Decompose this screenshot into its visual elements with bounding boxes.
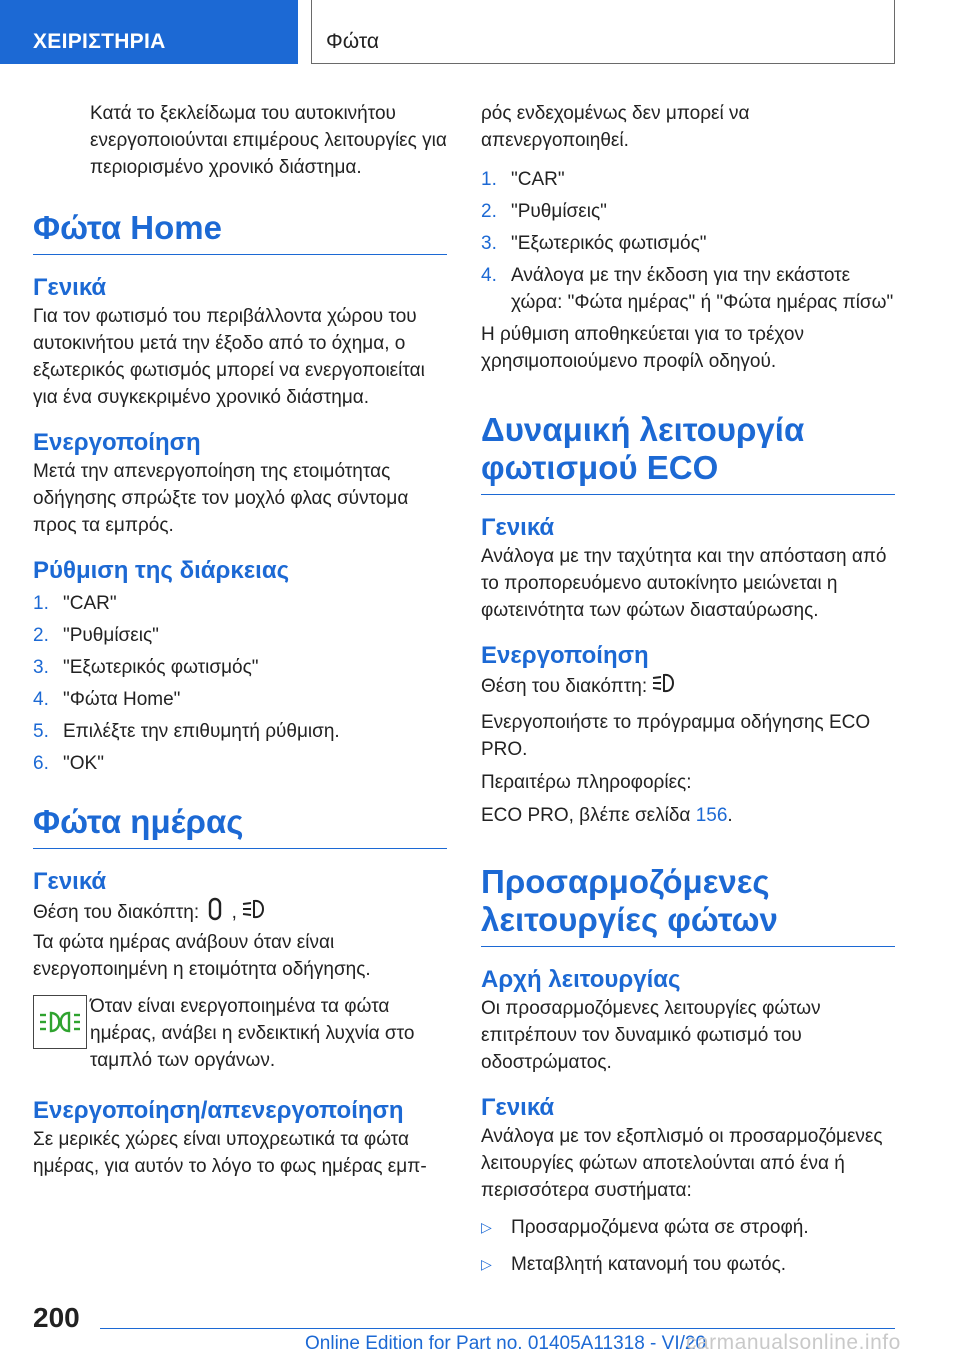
edition-info: Online Edition for Part no. 01405A11318 - VI/20 [305, 1333, 707, 1354]
indicator-note [33, 993, 447, 1074]
adaptive-general-text: Ανάλογα με τον εξοπλισμό οι προσαρμοζόμενες λειτουργίες φώτων αποτελούνται από ένα ή περισσότερα συστήματα: [481, 1126, 883, 1201]
daytime-running-light-indicator-icon [33, 995, 87, 1049]
heading-general: Γενικά [33, 868, 107, 895]
eco-general-text: Ανάλογα με την ταχύτητα και την απόσταση από το προπορευόμενο αυτοκίνητο μειώνεται η φωτεινότητα των φώτων διασταύρωσης. [481, 546, 887, 621]
activation-text: Μετά την απενεργοποίηση της ετοιμότητας οδήγησης σπρώξτε τον μοχλό φλας σύντομα προς τα εμπρός. [33, 461, 409, 536]
principle-text: Οι προσαρμοζόμενες λειτουργίες φώτων επιτρέπουν τον δυναμικό φωτισμό του οδοστρώματος. [481, 998, 821, 1073]
page-reference-link[interactable]: 156 [695, 805, 728, 826]
heading-daytime-lights: Φώτα ημέρας [33, 803, 447, 849]
chapter-title: Φώτα [311, 0, 895, 64]
list-item: 2. "Ρυθμίσεις" [33, 625, 159, 646]
list-item: ▷ Μεταβλητή κατανομή του φωτός. [481, 1251, 895, 1278]
general-text: Για τον φωτισμό του περιβάλλοντα χώρου του αυτοκινήτου μετά την έξοδο από το όχημα, ο εξωτερικός φωτισμός μπορεί να ενεργοποιείται για ένα συγκεκριμένο χρονικό διάστημα. [33, 306, 425, 408]
heading-general: Γενικά [33, 274, 107, 301]
heading-activation: Ενεργοποίηση [481, 642, 649, 669]
heading-general: Γενικά [481, 514, 555, 541]
list-item: 3. "Εξωτερικός φωτισμός" [33, 657, 259, 678]
daytime-steps [481, 166, 895, 316]
bullet-triangle-icon: ▷ [481, 1256, 492, 1272]
indicator-note-text: Όταν είναι ενεργοποιημένα τα φώτα ημέρας, ανάβει η ενδεικτική λυχνία στο ταμπλό των οργάνων. [90, 996, 415, 1071]
heading-on-off: Ενεργοποίηση/απενεργοποίηση [33, 1097, 404, 1124]
light-switch-off-icon [204, 897, 226, 929]
heading-activation: Ενεργοποίηση [33, 429, 201, 456]
page-number: 200 [33, 1302, 80, 1333]
list-item: 3. "Εξωτερικός φωτισμός" [481, 233, 707, 254]
list-item: 4. Ανάλογα με την έκδοση για την εκάστοτε χώρα: "Φώτα ημέρας" ή "Φώτα ημέρας πίσω" [481, 265, 894, 313]
list-item: 5. Επιλέξτε την επιθυμητή ρύθμιση. [33, 721, 340, 742]
intro-text: Κατά το ξεκλείδωμα του αυτοκινήτου ενεργοποιούνται επιμέρους λειτουργίες για περιορισμένο χρονικό διάστημα. [90, 103, 447, 178]
duration-steps [33, 590, 447, 777]
daytime-text: Τα φώτα ημέρας ανάβουν όταν είναι ενεργοποιημένη η ετοιμότητα οδήγησης. [33, 932, 371, 980]
list-item: 4. "Φώτα Home" [33, 689, 181, 710]
eco-switch-position-line: Θέση του διακόπτη: [481, 671, 895, 703]
adaptive-systems-list [481, 1214, 895, 1278]
left-column [33, 100, 447, 1180]
list-item: ▷ Προσαρμοζόμενα φώτα σε στροφή. [481, 1214, 895, 1241]
bullet-triangle-icon: ▷ [481, 1219, 492, 1235]
heading-duration: Ρύθμιση της διάρκειας [33, 557, 290, 584]
more-info-label: Περαιτέρω πληροφορίες: [481, 772, 692, 793]
saved-text: Η ρύθμιση αποθηκεύεται για το τρέχον χρησιμοποιούμενο προφίλ οδηγού. [481, 324, 804, 372]
low-beam-headlight-icon [652, 671, 680, 703]
footer-divider [100, 1328, 895, 1329]
heading-adaptive-lights: Προσαρμοζόμενες λειτουργίες φώτων [481, 863, 895, 947]
list-item: 6. "OK" [33, 753, 104, 774]
list-item: 2. "Ρυθμίσεις" [481, 201, 607, 222]
heading-home-lights: Φώτα Home [33, 209, 447, 255]
eco-activate-text: Ενεργοποιήστε το πρόγραμμα οδήγησης ECO PRO. [481, 712, 871, 760]
heading-eco-lighting: Δυναμική λειτουργία φωτισμού ECO [481, 411, 895, 495]
eco-pro-reference: ECO PRO, βλέπε σελίδα 156. [481, 805, 733, 826]
heading-principle: Αρχή λειτουργίας [481, 966, 681, 993]
switch-position-line: Θέση του διακόπτη: , [33, 897, 447, 929]
section-tab: ΧΕΙΡΙΣΤΗΡΙΑ [0, 0, 298, 64]
on-off-text: Σε μερικές χώρες είναι υποχρεωτικά τα φώτα ημέρας, για αυτόν το λόγο το φως ημέρας εμπ- [33, 1129, 427, 1177]
right-column [481, 100, 895, 1288]
continued-text: ρός ενδεχομένως δεν μπορεί να απενεργοποιηθεί. [481, 103, 750, 151]
low-beam-headlight-icon [242, 897, 270, 929]
heading-general: Γενικά [481, 1094, 555, 1121]
list-item: 1. "CAR" [481, 169, 565, 190]
watermark: carmanualsonline.info [686, 1331, 901, 1354]
list-item: 1. "CAR" [33, 593, 117, 614]
